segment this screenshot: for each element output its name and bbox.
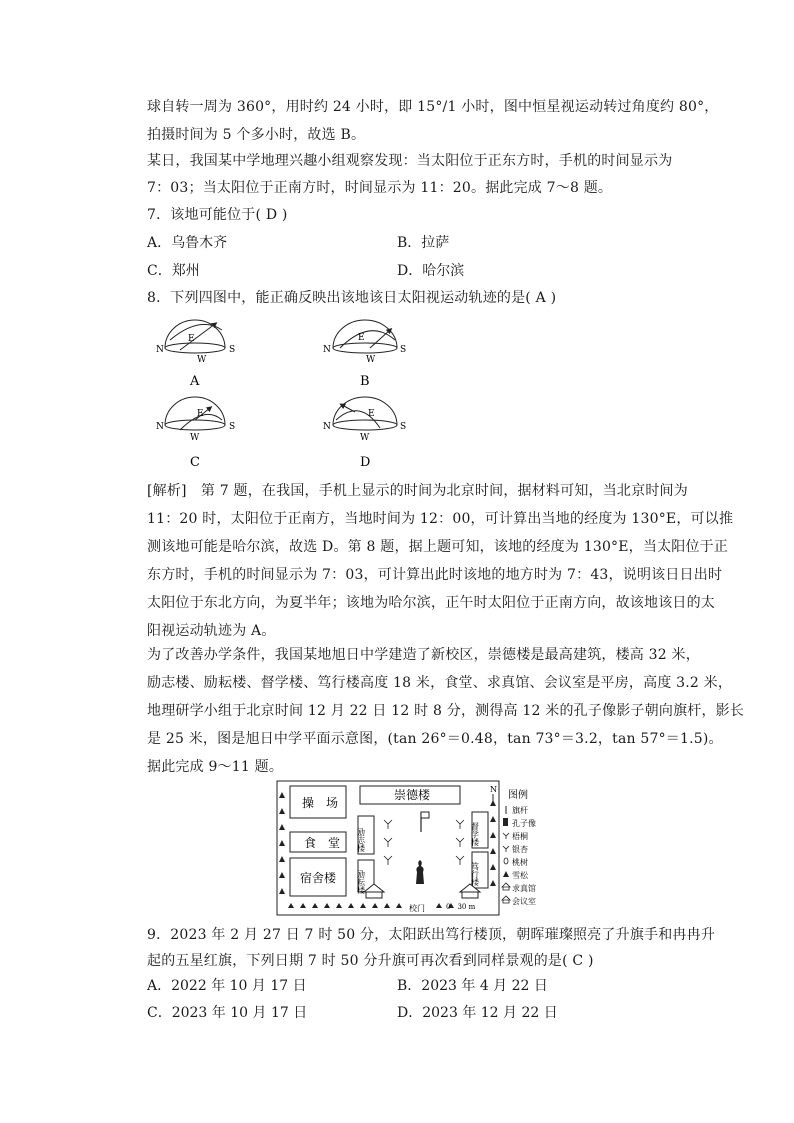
canteen-label: 食 堂: [304, 836, 341, 850]
diagram-a: [156, 320, 235, 389]
diagram-a-label: A: [190, 374, 200, 389]
legend-item-peach: 桃树: [512, 858, 528, 867]
analysis-line-4: 东方时，手机的时间显示为 7：03，可计算出此时该地的地方时为 7：43，说明该日日出时: [147, 567, 723, 583]
question-9-line-2: 起的五星红旗，下列日期 7 时 50 分升旗可再次看到同样景观的是( C ): [147, 953, 594, 969]
q7-option-d: D．哈尔滨: [397, 263, 465, 279]
legend-item-meeting: 会议室: [512, 897, 536, 906]
q7-option-b: B．拉萨: [397, 235, 450, 251]
duxue-label: 督学楼: [470, 822, 480, 846]
diagram-d-label: D: [360, 455, 371, 470]
diagram-c-e: E: [197, 409, 204, 419]
stem-9-11-line-2: 励志楼、励耘楼、督学楼、笃行楼高度 18 米，食堂、求真馆、会议室是平房，高度 3.2 米，: [147, 675, 733, 691]
diagram-c: [156, 397, 235, 470]
scale-label: 0 30 m: [446, 903, 476, 911]
map-legend: [502, 788, 536, 906]
legend-wutong-icon: [503, 833, 509, 839]
diagram-b-s: S: [400, 345, 407, 355]
legend-meeting-icon: [502, 896, 510, 903]
question-9-line-1: 9．2023 年 2 月 27 日 7 时 50 分，太阳跃出笃行楼顶，朝晖璀璨照亮了升旗手和冉冉升: [147, 927, 716, 943]
campus-map: [276, 780, 576, 920]
q7-option-c: C．郑州: [147, 263, 200, 279]
north-arrow-label: N: [490, 785, 497, 794]
q9-option-d: D．2023 年 12 月 22 日: [397, 1005, 558, 1021]
liyun-label: 励耘楼: [356, 870, 366, 894]
meeting-room-base: [462, 892, 478, 898]
chongde-label: 崇德楼: [394, 788, 431, 802]
analysis-line-5: 太阳位于东北方向，为夏半年；该地为哈尔滨，正午时太阳位于正南方向，故该地该日的太: [147, 595, 715, 611]
legend-statue-icon: [503, 818, 508, 826]
stem-9-11-line-3: 地理研学小组于北京时间 12 月 22 日 12 时 8 分，测得高 12 米的孔子像影子朝向旗杆，影长: [147, 703, 745, 719]
legend-item-statue: 孔子像: [512, 819, 536, 828]
q9-option-b: B．2023 年 4 月 22 日: [397, 978, 548, 994]
playground-label: 操 场: [302, 796, 339, 810]
flag: [421, 812, 429, 818]
question-8: 8．下列四图中，能正确反映出该地该日太阳视运动轨迹的是( A ): [147, 290, 557, 306]
diagram-b-w: W: [366, 355, 376, 365]
duxing-label: 笃行楼: [470, 862, 480, 886]
stem-9-11-line-1: 为了改善办学条件，我国某地旭日中学建造了新校区，崇德楼是最高建筑，楼高 32 米，: [147, 647, 700, 663]
stem-7-8-line-2: 7：03；当太阳位于正南方时，时间显示为 11：20。据此完成 7～8 题。: [147, 180, 613, 196]
diagram-c-w: W: [190, 433, 200, 443]
diagram-d-n: N: [323, 422, 331, 432]
legend-title: 图例: [508, 790, 528, 801]
q9-option-a: A．2022 年 10 月 17 日: [147, 978, 307, 994]
diagram-a-s: S: [229, 345, 236, 355]
dorm-label: 宿舍楼: [300, 871, 337, 885]
analysis-line-1: [解析] 第 7 题，在我国，手机上显示的时间为北京时间，据材料可知，当北京时间为: [147, 483, 688, 499]
legend-ginkgo-icon: [503, 846, 509, 852]
question-7: 7．该地可能位于( D ): [147, 207, 288, 223]
diagram-b-label: B: [360, 374, 370, 389]
legend-cedar-icon: [503, 871, 509, 877]
diagram-b-e: E: [358, 333, 365, 343]
q9-option-c: C．2023 年 10 月 17 日: [147, 1005, 308, 1021]
analysis-line-6: 阳视运动轨迹为 A。: [147, 623, 276, 639]
diagram-d-w: W: [360, 433, 370, 443]
sun-path-diagrams: [0, 310, 794, 470]
stem-9-11-line-4: 是 25 米，图是旭日中学平面示意图，(tan 26°＝0.48，tan 73°＝3.2，tan 57°＝1.5)。: [147, 731, 723, 747]
stem-7-8-line-1: 某日，我国某中学地理兴趣小组观察发现：当太阳位于正东方时，手机的时间显示为: [147, 153, 673, 169]
legend-item-cedar: 雪松: [512, 871, 528, 880]
lizhi-label: 励志楼: [356, 828, 366, 852]
diagram-a-w: W: [197, 355, 207, 365]
legend-item-qiuzhen: 求真馆: [512, 884, 536, 893]
legend-item-ginkgo: 银杏: [512, 845, 528, 854]
qiuzhen-hall-base: [366, 892, 382, 898]
analysis-line-3: 测该地可能是哈尔滨，故选 D。第 8 题，据上题可知，该地的经度为 130°E，当太阳位于正: [147, 539, 729, 555]
diagram-d: [323, 397, 406, 470]
stem-9-11-line-5: 据此完成 9～11 题。: [147, 759, 284, 775]
diagram-d-s: S: [400, 422, 407, 432]
diagram-b: [323, 320, 406, 389]
legend-qiuzhen-icon: [502, 883, 510, 890]
diagram-b-n: N: [323, 345, 331, 355]
intro-line-1: 球自转一周为 360°，用时约 24 小时，即 15°/1 小时，图中恒星视运动转过角度约 80°，: [147, 99, 719, 115]
diagram-a-e: E: [188, 334, 195, 344]
diagram-a-n: N: [156, 345, 164, 355]
analysis-line-2: 11：20 时，太阳位于正南方，当地时间为 12：00，可计算出当地的经度为 130°E，可以推: [147, 511, 734, 527]
diagram-c-label: C: [190, 455, 200, 470]
intro-line-2: 拍摄时间为 5 个多小时，故选 B。: [147, 127, 366, 143]
gate-label: 校门: [409, 904, 425, 913]
legend-peach-icon: [504, 858, 508, 864]
diagram-c-n: N: [156, 422, 164, 432]
legend-item-wutong: 梧桐: [512, 832, 528, 841]
legend-item-flagpole: 旗杆: [512, 806, 528, 815]
diagram-d-e: E: [368, 409, 375, 419]
diagram-c-s: S: [229, 422, 236, 432]
q7-option-a: A．乌鲁木齐: [147, 235, 228, 251]
